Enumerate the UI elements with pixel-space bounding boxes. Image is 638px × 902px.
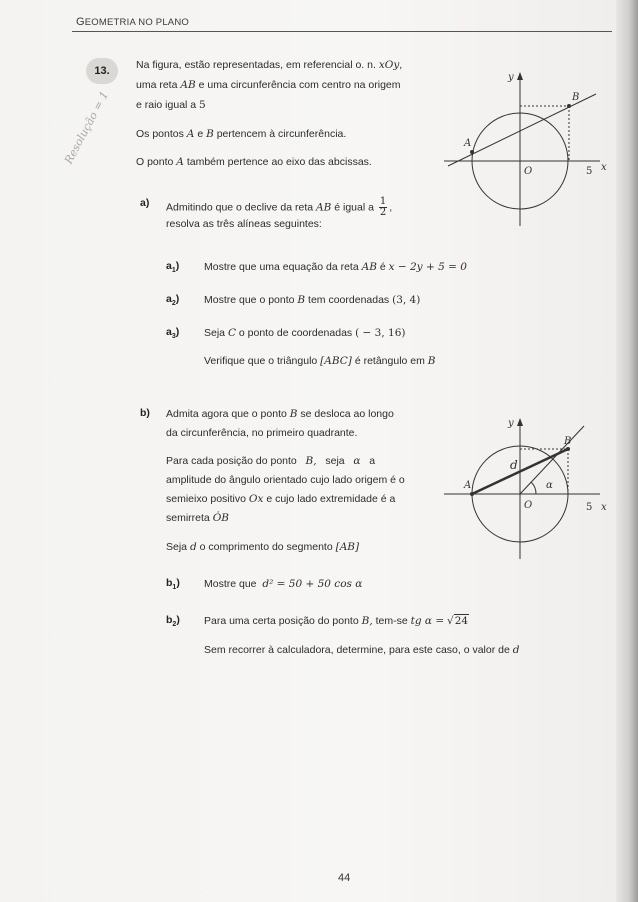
part-b-para-2: amplitude do ângulo orientado cujo lado origem é o: [166, 474, 405, 486]
problem-number: 13.: [86, 58, 118, 84]
part-b-seja-d: Seja d o comprimento do segmento [AB]: [166, 541, 360, 553]
fig1-y-label: y: [508, 72, 514, 83]
part-a-line-2: resolva as três alíneas seguintes:: [166, 218, 322, 230]
y-axis-arrow: [517, 418, 523, 426]
part-a-line-1: Admitindo que o declive da reta AB é igual a $\frac{1}{2}$ ,: [166, 196, 393, 218]
angle-arc: [531, 482, 536, 494]
a3-verify: Verifique que o triângulo [ABC] é retângulo em B: [204, 355, 436, 367]
intro-line-1: Na figura, estão representadas, em referencial o. n. xOy,: [136, 59, 403, 71]
a3-label: $a_3$): [166, 326, 180, 341]
part-b-para-3: semieixo positivo Ox e cujo lado extremidade é a: [166, 493, 396, 505]
fig2-d-label: d: [510, 458, 518, 472]
binding-edge: [616, 0, 638, 902]
intro-line-3: e raio igual a 5: [136, 99, 206, 111]
intro-line-4: Os pontos A e B pertencem à circunferência.: [136, 128, 347, 140]
b1-label: $b_1$): [166, 577, 180, 592]
fig1-origin-label: O: [524, 166, 533, 177]
intro-line-2: uma reta AB e uma circunferência com centro na origem: [136, 79, 401, 91]
b2-line-2: Sem recorrer à calculadora, determine, para este caso, o valor de d: [204, 644, 520, 656]
a1-label: $a_1$): [166, 260, 180, 275]
intro-line-5: O ponto A também pertence ao eixo das abcissas.: [136, 156, 372, 168]
fig1-b-label: B: [572, 92, 580, 103]
point-b: [566, 447, 570, 451]
part-b-para-1: Para cada posição do ponto B, seja α a: [166, 455, 376, 467]
b2-label: $b_2$): [166, 614, 180, 629]
part-b-line-1: Admita agora que o ponto B se desloca ao longo: [166, 408, 394, 420]
fig1-a-label: A: [464, 138, 472, 149]
sqrt-24: √24: [447, 615, 469, 627]
header-rule: [72, 31, 612, 32]
fig1-five-label: 5: [586, 166, 593, 177]
fig2-b-label: B: [564, 436, 572, 447]
fig2-a-label: A: [464, 480, 472, 491]
b1-text: Mostre que d² = 50 + 50 cos α: [204, 578, 363, 590]
fig2-y-label: y: [508, 418, 514, 429]
fig2-alpha-label: α: [546, 480, 553, 491]
b2-text: Para uma certa posição do ponto B, tem-se tg α = √24: [204, 615, 469, 627]
part-b-line-2: da circunferência, no primeiro quadrante.: [166, 427, 358, 439]
a1-text: Mostre que uma equação da reta AB é x − 2y + 5 = 0: [204, 261, 467, 273]
point-b: [567, 104, 571, 108]
line-ab: [448, 94, 596, 166]
y-axis-arrow: [517, 72, 523, 80]
point-a: [470, 492, 474, 496]
part-b-para-4: semirreta ȮB: [166, 512, 230, 524]
margin-handwriting: Resolução = 1: [62, 89, 112, 167]
fig1-x-label: x: [601, 162, 607, 173]
chapter-title: GEOMETRIA NO PLANO: [76, 16, 189, 28]
figure-2: [440, 414, 610, 584]
figure-1: [440, 66, 610, 236]
a2-text: Mostre que o ponto B tem coordenadas (3, 4): [204, 294, 421, 306]
fig2-five-label: 5: [586, 502, 593, 513]
slope-fraction: $\frac{1}{2}$: [379, 196, 387, 218]
part-a-label: a): [140, 197, 150, 209]
fig2-x-label: x: [601, 502, 607, 513]
a2-label: $a_2$): [166, 293, 180, 308]
a3-text: Seja C o ponto de coordenadas ( − 3, 16): [204, 327, 406, 339]
page-number: 44: [338, 872, 351, 884]
fig2-origin-label: O: [524, 500, 533, 511]
point-a: [470, 150, 474, 154]
part-b-label: b): [140, 407, 150, 419]
